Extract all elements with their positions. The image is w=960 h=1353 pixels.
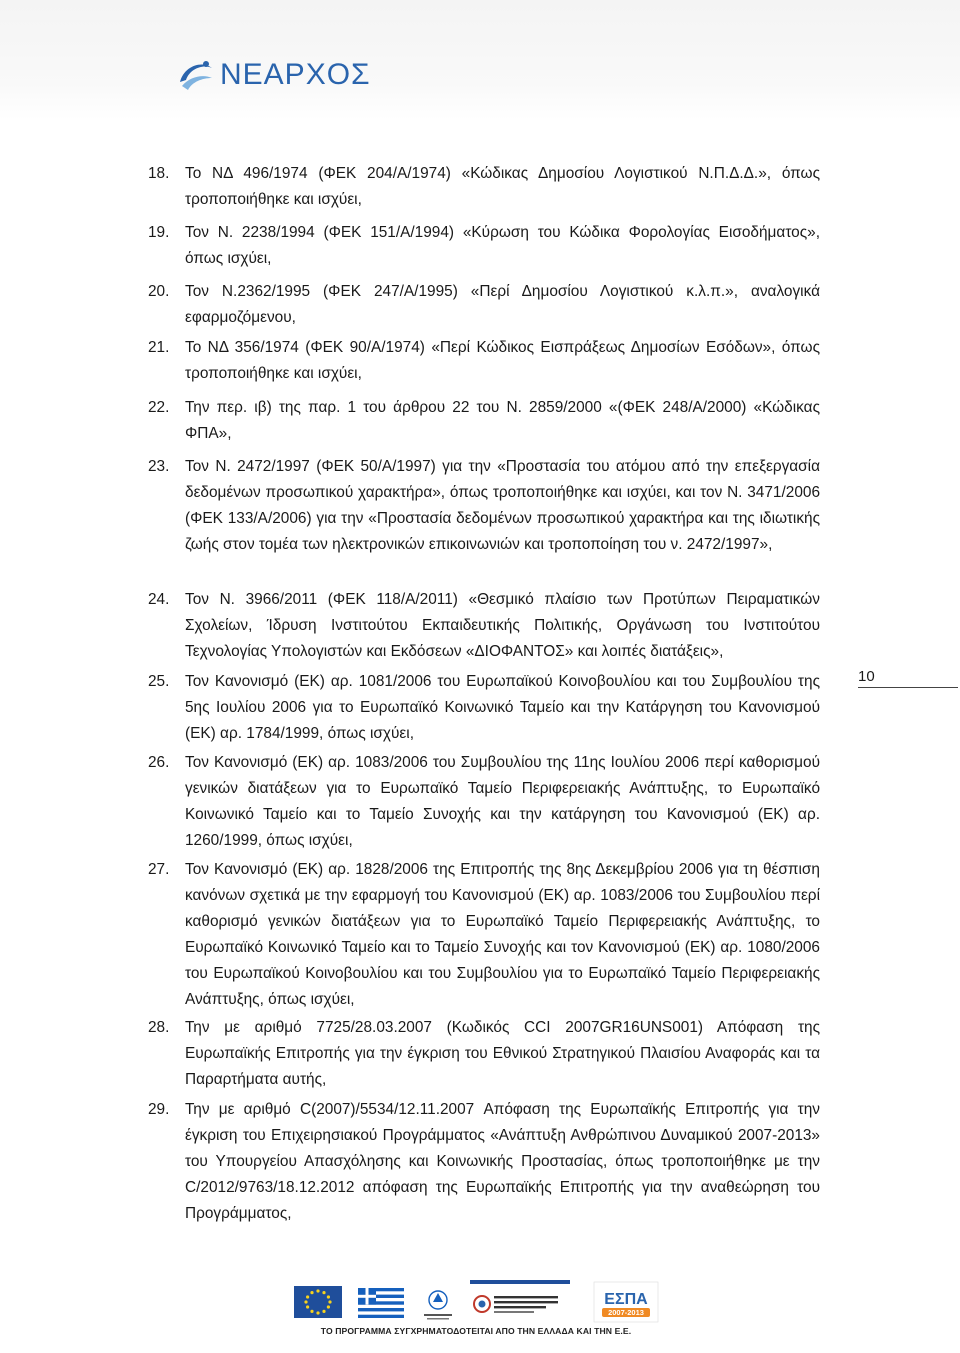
list-item [148, 669, 820, 747]
list-item [148, 279, 820, 331]
item-text: Τον Κανονισμό (ΕΚ) αρ. 1828/2006 της Επιτροπής της 8ης Δεκεμβρίου 2006 για τη θέσπιση κανόνων σχετικά με την εφαρμογή του Κανονισμού (ΕΚ) αρ. 1083/2006 του Συμβουλίου περί καθορισμό γενικών διατάξεων για το Ευρωπαϊκό Ταμείο Περιφερειακής Ανάπτυξης, το Ευρωπαϊκό Κοινωνικό Ταμείο και το Ταμείο Συνοχής και τον Κανονισμού (ΕΚ) αρ. 1080/2006 του Ευρωπαϊκού Κοινοβουλίου και του Συμβουλίου για το Ευρωπαϊκό Ταμείο Περιφερειακής Ανάπτυξης, όπως ισχύει, [185, 861, 820, 1008]
item-number: 20. [148, 283, 170, 300]
espa-years: 2007-2013 [608, 1308, 644, 1318]
item-number: 22. [148, 399, 170, 416]
item-number: 28. [148, 1019, 170, 1036]
item-text: Τον Κανονισμό (ΕΚ) αρ. 1081/2006 του Ευρωπαϊκού Κοινοβουλίου και του Συμβουλίου της 5ης Ιουλίου 2006 για το Ευρωπαϊκό Κοινωνικό Ταμείο και την Κατάργηση του Κανονισμού (ΕΚ) αρ. 1784/1999, όπως ισχύει, [185, 673, 820, 742]
list-item [148, 1015, 820, 1093]
footer [290, 1278, 662, 1340]
list-item [148, 395, 820, 447]
page-number: 10 [858, 668, 958, 688]
item-number: 24. [148, 591, 170, 608]
item-number: 18. [148, 165, 170, 182]
espa-label: ΕΣΠΑ [604, 1291, 648, 1308]
item-number: 25. [148, 673, 170, 690]
list-item [148, 587, 820, 665]
eu-flag-icon [294, 1286, 342, 1318]
item-number: 23. [148, 458, 170, 475]
ministry-emblem-icon [424, 1291, 452, 1320]
list-item [148, 857, 820, 1012]
list-item [148, 220, 820, 272]
item-text: Την με αριθμό 7725/28.03.2007 (Κωδικός CCI 2007GR16UNS001) Απόφαση της Ευρωπαϊκής Επιτροπής για την έγκριση του Εθνικού Στρατηγικού Πλαισίου Αναφοράς και τα Παραρτήματα αυτής, [185, 1019, 820, 1088]
item-number: 19. [148, 224, 170, 241]
list-item [148, 161, 820, 213]
item-text: Το ΝΔ 496/1974 (ΦΕΚ 204/Α/1974) «Κώδικας Δημοσίου Λογιστικού Ν.Π.Δ.Δ.», όπως τροποποιήθηκε και ισχύει, [185, 165, 820, 208]
footer-logos [290, 1278, 662, 1326]
list-item [148, 750, 820, 854]
item-number: 21. [148, 339, 170, 356]
nearchos-logo [176, 56, 371, 94]
greek-flag-icon [358, 1288, 404, 1318]
item-text: Τον Ν. 2238/1994 (ΦΕΚ 151/Α/1994) «Κύρωση του Κώδικα Φορολογίας Εισοδήματος», όπως ισχύει, [185, 224, 820, 267]
list-item [148, 335, 820, 387]
item-number: 29. [148, 1101, 170, 1118]
item-text: Τον Ν. 2472/1997 (ΦΕΚ 50/Α/1997) για την «Προστασία του ατόμου από την επεξεργασία δεδομένων προσωπικού χαρακτήρα», όπως τροποποιήθηκε και ισχύει, και τον Ν. 3471/2006 (ΦΕΚ 133/Α/2006) για την «Προστασία δεδομένων προσωπικού χαρακτήρα και της ιδιωτικής ζωής στον τομέα των ηλεκτρονικών επικοινωνιών και τροποποίηση του ν. 2472/1997», [185, 458, 820, 553]
operational-programme-logo [470, 1280, 570, 1313]
item-number: 26. [148, 754, 170, 771]
item-text: Τον Ν.2362/1995 (ΦΕΚ 247/Α/1995) «Περί Δημοσίου Λογιστικού κ.λ.π.», αναλογικά εφαρμοζόμενου, [185, 283, 820, 326]
item-text: Τον Ν. 3966/2011 (ΦΕΚ 118/Α/2011) «Θεσμικό πλαίσιο των Προτύπων Πειραματικών Σχολείων, Ίδρυση Ινστιτούτου Εκπαιδευτικής Πολιτικής, Οργάνωση του Ινστιτούτου Τεχνολογίας Υπολογιστών και Εκδόσεων «ΔΙΟΦΑΝΤΟΣ» και λοιπές διατάξεις», [185, 591, 820, 660]
wave-swirl-icon [176, 56, 216, 94]
logo-text: ΝΕΑΡΧΟΣ [220, 58, 371, 91]
item-text: Το ΝΔ 356/1974 (ΦΕΚ 90/Α/1974) «Περί Κώδικος Εισπράξεως Δημοσίων Εσόδων», όπως τροποποιήθηκε και ισχύει, [185, 339, 820, 382]
item-text: Τον Κανονισμό (ΕΚ) αρ. 1083/2006 του Συμβουλίου της 11ης Ιουλίου 2006 περί καθορισμού γενικών διατάξεων για το Ευρωπαϊκό Ταμείο Περιφερειακής Ανάπτυξης, το Ευρωπαϊκό Κοινωνικό Ταμείο και το Ταμείο Συνοχής και την κατάργηση του Κανονισμού (ΕΚ) αρ. 1260/1999, όπως ισχύει, [185, 754, 820, 849]
list-item [148, 454, 820, 558]
item-text: Την περ. ιβ) της παρ. 1 του άρθρου 22 του Ν. 2859/2000 «(ΦΕΚ 248/Α/2000) «Κώδικας ΦΠΑ», [185, 399, 820, 442]
cofinancing-statement: ΤΟ ΠΡΟΓΡΑΜΜΑ ΣΥΓΧΡΗΜΑΤΟΔΟΤΕΙΤΑΙ ΑΠΟ ΤΗΝ ΕΛΛΑΔΑ ΚΑΙ ΤΗΝ Ε.Ε. [320, 1326, 632, 1336]
espa-logo [594, 1282, 658, 1322]
list-item [148, 1097, 820, 1227]
item-number: 27. [148, 861, 170, 878]
item-text: Την με αριθμό C(2007)/5534/12.11.2007 Απόφαση της Ευρωπαϊκής Επιτροπής για την έγκριση του Επιχειρησιακού Προγράμματος «Ανάπτυξη Ανθρώπινου Δυναμικού 2007-2013» του Υπουργείου Απασχόλησης και Κοινωνικής Προστασίας, όπως τροποποιήθηκε με την C/2012/9763/18.12.2012 απόφαση της Ευρωπαϊκής Επιτροπής για την αναθεώρηση του Προγράμματος, [185, 1101, 820, 1222]
header-band [0, 0, 960, 120]
